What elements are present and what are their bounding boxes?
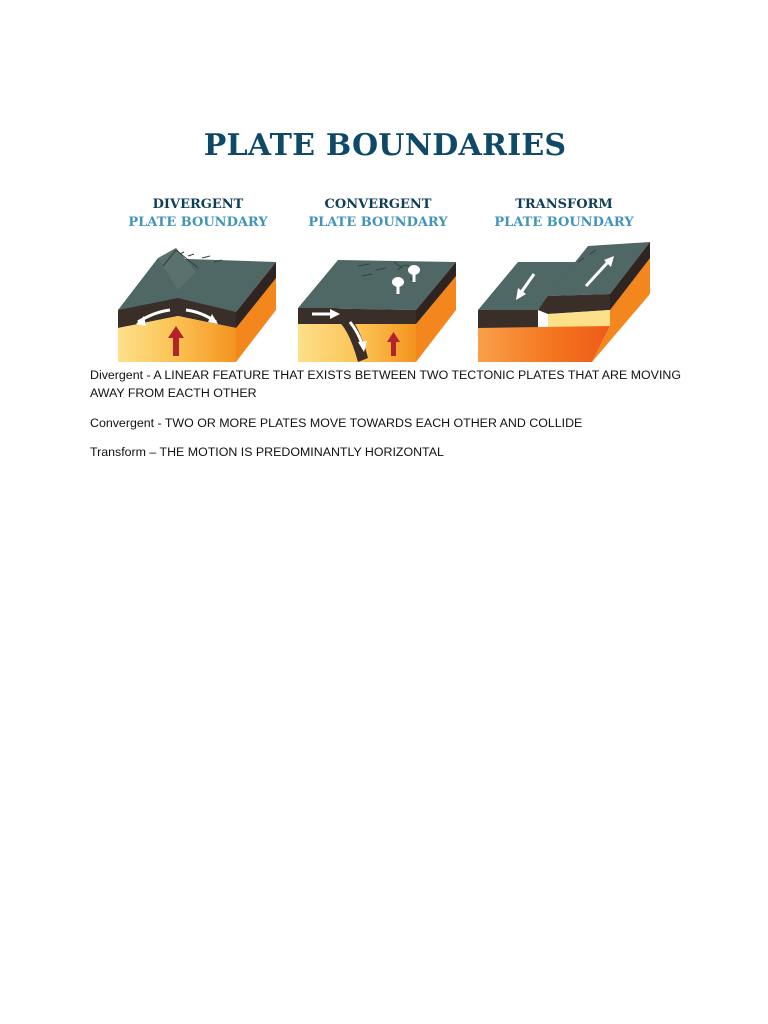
convergent-name: CONVERGENT [324, 197, 432, 212]
convergent-subtitle: PLATE BOUNDARY [308, 215, 448, 230]
divergent-name: DIVERGENT [152, 197, 244, 212]
figure-title: PLATE BOUNDARIES [203, 128, 567, 163]
transform-diagram [478, 240, 654, 365]
divergent-diagram [118, 240, 278, 365]
transform-label [464, 196, 664, 232]
transform-subtitle: PLATE BOUNDARY [494, 215, 634, 230]
divergent-description: Divergent - A LINEAR FEATURE THAT EXISTS BETWEEN TWO TECTONIC PLATES THAT ARE MOVING AWAY FROM EACTH OTHER [90, 368, 681, 400]
plate-boundaries-figure [100, 120, 670, 365]
transform-name: TRANSFORM [515, 197, 613, 212]
divergent-label [98, 196, 298, 232]
convergent-label [278, 196, 478, 232]
divergent-subtitle: PLATE BOUNDARY [128, 215, 268, 230]
convergent-description: Convergent - TWO OR MORE PLATES MOVE TOWARDS EACH OTHER AND COLLIDE [90, 416, 583, 430]
transform-description: Transform – THE MOTION IS PREDOMINANTLY HORIZONTAL [90, 445, 444, 459]
convergent-diagram [298, 240, 458, 365]
